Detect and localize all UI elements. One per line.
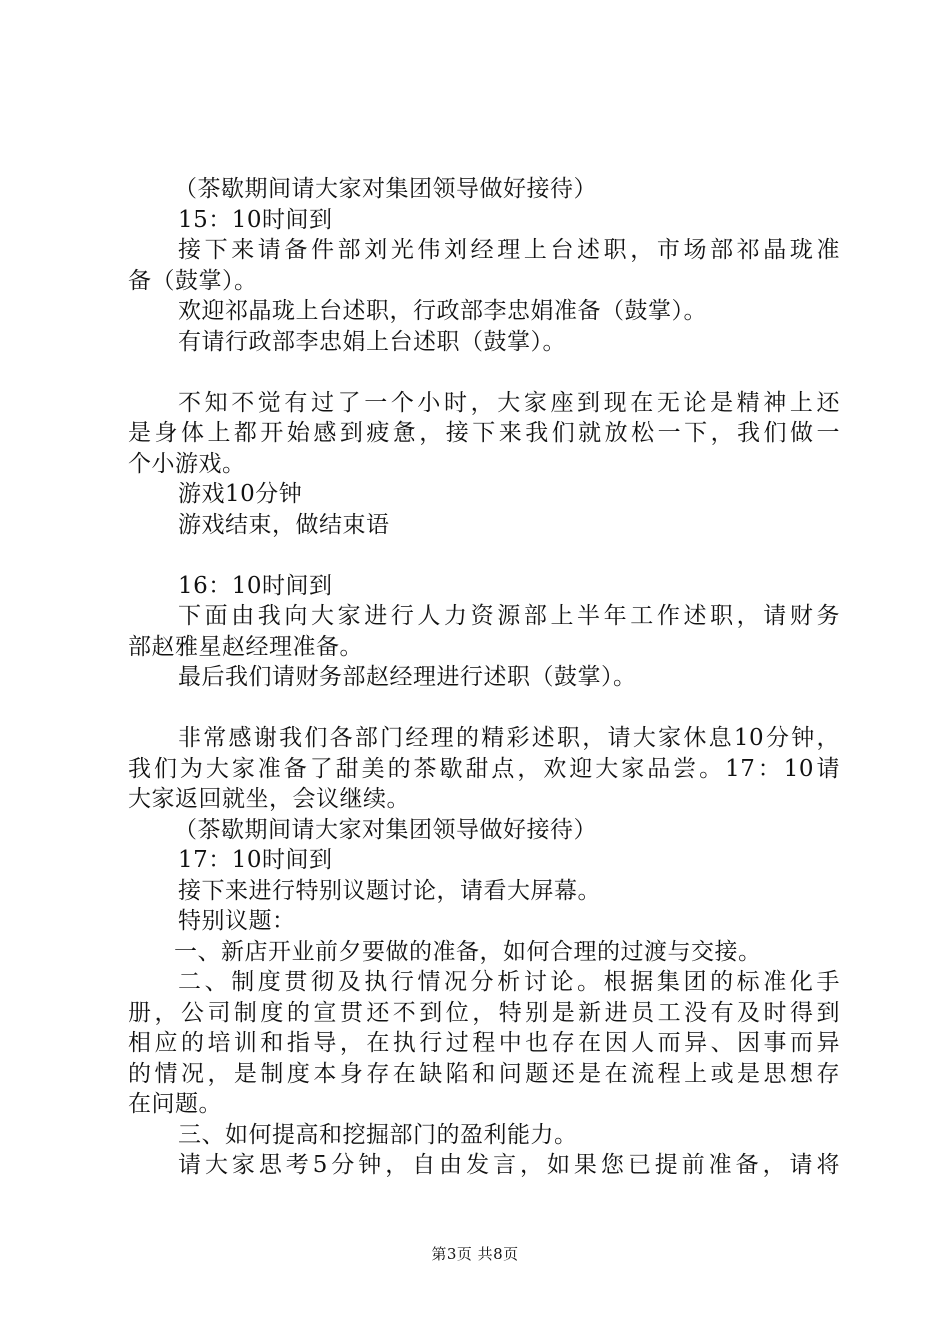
text-line: 15：10时间到 [178, 206, 333, 233]
text-line: 相应的培训和指导，在执行过程中也存在因人而异、因事而异 [128, 1030, 840, 1056]
text-line: 册，公司制度的宣贯还不到位，特别是新进员工没有及时得到 [128, 999, 840, 1026]
text-line: 备（鼓掌）。 [128, 267, 258, 294]
text-line: （茶歇期间请大家对集团领导做好接待） [174, 176, 597, 202]
document-body [128, 174, 840, 1181]
text-line: 16：10时间到 [178, 572, 333, 599]
text-line: 是身体上都开始感到疲惫，接下来我们就放松一下，我们做一 [128, 420, 840, 446]
text-line: 有请行政部李忠娟上台述职（鼓掌）。 [178, 328, 566, 355]
text-line: 游戏结束，做结束语 [178, 511, 390, 538]
text-line: 不知不觉有过了一个小时，大家座到现在无论是精神上还 [178, 389, 840, 416]
text-line: 17：10时间到 [178, 847, 333, 873]
text-line: 游戏10分钟 [178, 481, 303, 507]
text-line: （茶歇期间请大家对集团领导做好接待） [174, 816, 597, 843]
text-line: 三、如何提高和挖掘部门的盈利能力。 [178, 1121, 578, 1148]
text-line: 在问题。 [128, 1091, 222, 1117]
text-line: 二、制度贯彻及执行情况分析讨论。根据集团的标准化手 [178, 969, 840, 995]
page-footer: 第3页 共8页 [431, 1245, 519, 1263]
blank-line [128, 357, 840, 388]
text-line: 欢迎祁晶珑上台述职，行政部李忠娟准备（鼓掌）。 [178, 298, 707, 324]
text-line: 特别议题： [178, 908, 296, 934]
text-line: 接下来请备件部刘光伟刘经理上台述职，市场部祁晶珑准 [178, 237, 840, 263]
text-line: 个小游戏。 [128, 450, 246, 477]
text-line: 请大家思考5分钟，自由发言，如果您已提前准备，请将 [178, 1152, 840, 1178]
blank-line [128, 693, 840, 724]
text-line: 我们为大家准备了甜美的茶歇甜点，欢迎大家品尝。17：10请 [128, 755, 840, 782]
text-line: 非常感谢我们各部门经理的精彩述职，请大家休息10分钟， [178, 725, 840, 751]
text-line: 下面由我向大家进行人力资源部上半年工作述职，请财务 [178, 603, 840, 629]
text-line: 接下来进行特别议题讨论，请看大屏幕。 [178, 877, 601, 904]
text-line: 一、新店开业前夕要做的准备，如何合理的过渡与交接。 [174, 938, 762, 965]
text-line: 大家返回就坐，会议继续。 [128, 786, 410, 812]
text-line: 部赵雅星赵经理准备。 [128, 633, 363, 660]
blank-line [128, 540, 840, 571]
text-line: 的情况，是制度本身存在缺陷和问题还是在流程上或是思想存 [128, 1060, 840, 1087]
text-line: 最后我们请财务部赵经理进行述职（鼓掌）。 [178, 664, 637, 690]
